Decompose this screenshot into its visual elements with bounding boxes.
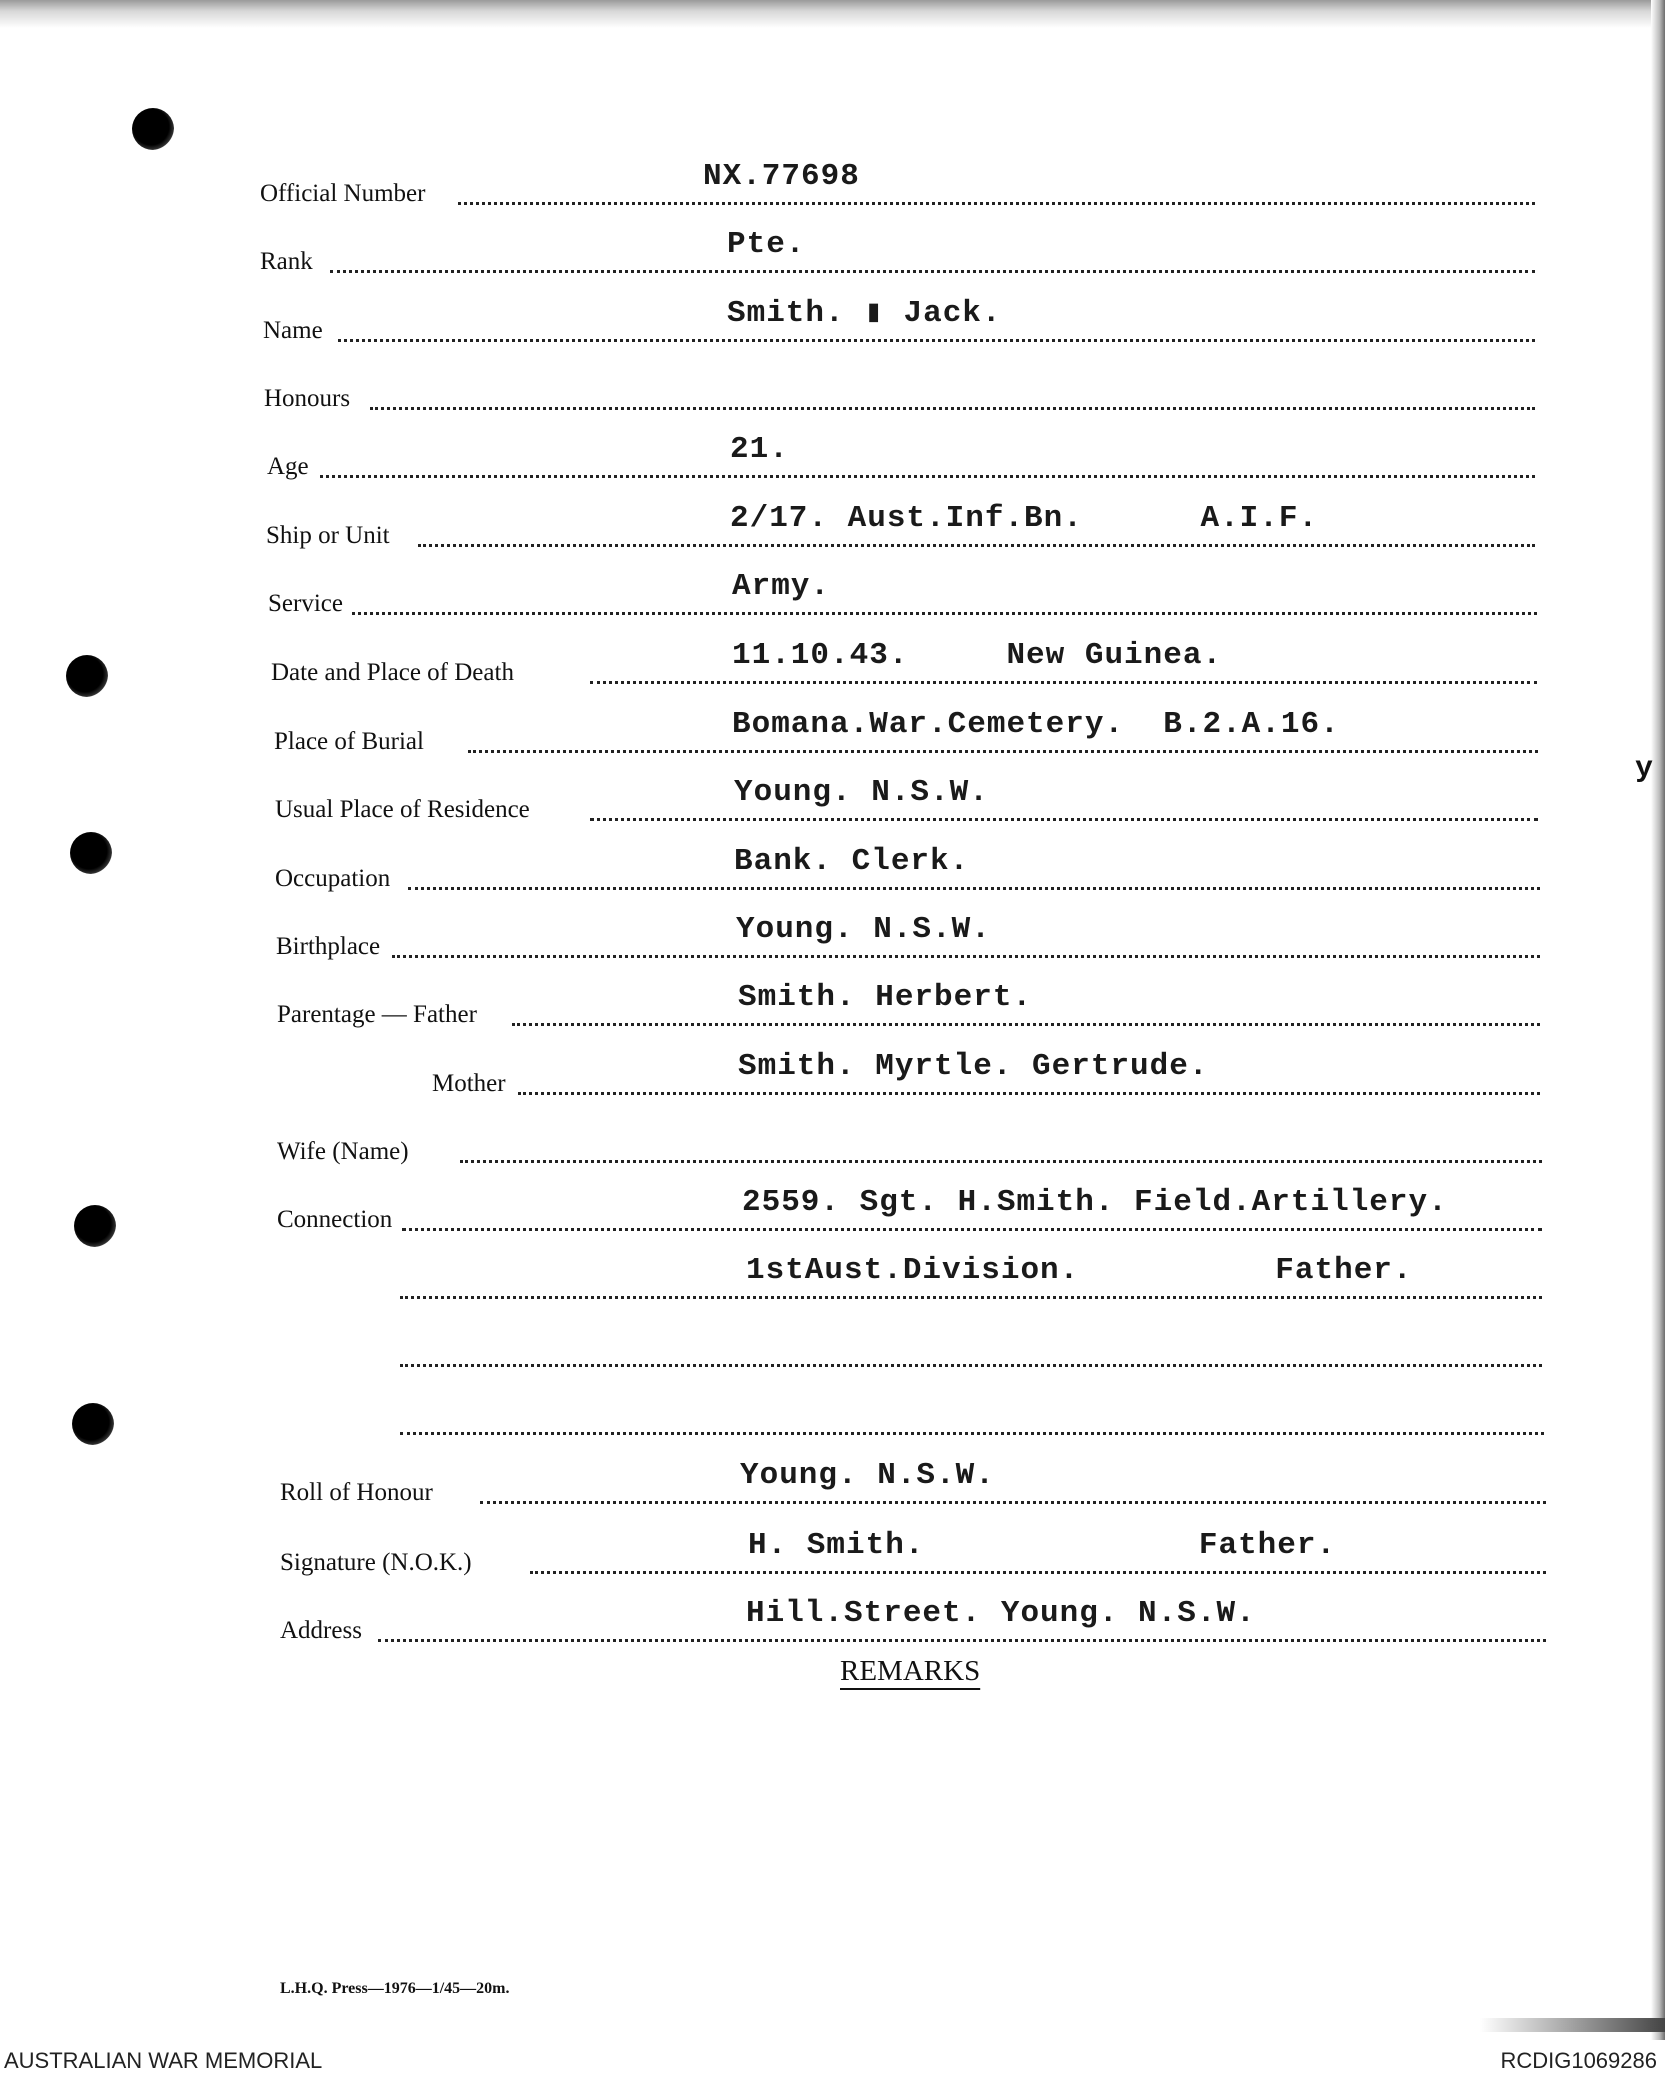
field-dotted-line xyxy=(480,1501,1546,1504)
form-row xyxy=(0,707,1665,756)
scan-edge-bottom xyxy=(1480,2018,1665,2032)
field-dotted-line xyxy=(518,1092,1540,1095)
field-value: Young. N.S.W. xyxy=(734,775,989,810)
form-row xyxy=(0,159,1665,208)
field-dotted-line xyxy=(460,1160,1542,1163)
field-label: Address xyxy=(280,1617,362,1644)
press-note: L.H.Q. Press—1976—1/45—20m. xyxy=(280,1980,510,1997)
form-row xyxy=(0,844,1665,893)
field-value: 11.10.43. New Guinea. xyxy=(732,638,1223,673)
field-value: H. Smith. Father. xyxy=(748,1528,1337,1563)
form-row xyxy=(0,1458,1665,1507)
form-row xyxy=(0,1398,1665,1438)
field-dotted-line xyxy=(468,750,1538,753)
field-dotted-line xyxy=(320,475,1535,478)
stray-mark: y xyxy=(1635,752,1654,786)
form-row xyxy=(0,373,1665,413)
field-value: 1stAust.Division. Father. xyxy=(746,1253,1413,1288)
form-row xyxy=(0,912,1665,961)
field-label: Place of Burial xyxy=(274,728,424,755)
field-label: Official Number xyxy=(260,180,426,207)
field-value: Hill.Street. Young. N.S.W. xyxy=(746,1596,1256,1631)
field-label: Ship or Unit xyxy=(266,522,390,549)
field-label: Rank xyxy=(260,248,313,275)
form-row xyxy=(0,227,1665,276)
field-label: Birthplace xyxy=(276,933,381,960)
field-label: Occupation xyxy=(275,865,391,892)
field-value: 2/17. Aust.Inf.Bn. A.I.F. xyxy=(730,501,1319,536)
form-row xyxy=(0,1253,1665,1302)
field-label: Usual Place of Residence xyxy=(275,796,530,823)
field-dotted-line xyxy=(400,1432,1544,1435)
footer-archive-name: AUSTRALIAN WAR MEMORIAL xyxy=(4,2048,323,2073)
field-dotted-line xyxy=(352,612,1537,615)
form-row xyxy=(0,1596,1665,1645)
scan-edge-top xyxy=(0,0,1665,28)
field-label: Honours xyxy=(264,385,351,412)
form-row xyxy=(0,1330,1665,1370)
form-row xyxy=(0,1185,1665,1234)
field-label: Wife (Name) xyxy=(277,1138,409,1165)
form-row xyxy=(0,501,1665,550)
field-dotted-line xyxy=(590,818,1538,821)
field-value: Smith. Herbert. xyxy=(738,980,1033,1015)
field-dotted-line xyxy=(400,1296,1542,1299)
form-row xyxy=(0,296,1665,345)
field-label: Signature (N.O.K.) xyxy=(280,1549,472,1576)
field-dotted-line xyxy=(418,544,1535,547)
field-value: Young. N.S.W. xyxy=(736,912,991,947)
field-dotted-line xyxy=(402,1228,1542,1231)
field-dotted-line xyxy=(530,1571,1546,1574)
field-label: Parentage — Father xyxy=(277,1001,477,1028)
field-value: Smith. ▮ Jack. xyxy=(727,296,1002,331)
field-label: Roll of Honour xyxy=(280,1479,433,1506)
form-row xyxy=(0,432,1665,481)
field-dotted-line xyxy=(512,1023,1540,1026)
field-value: Smith. Myrtle. Gertrude. xyxy=(738,1049,1209,1084)
field-label: Date and Place of Death xyxy=(271,659,514,686)
field-dotted-line xyxy=(330,270,1535,273)
field-dotted-line xyxy=(338,339,1535,342)
field-value: Bomana.War.Cemetery. B.2.A.16. xyxy=(732,707,1340,742)
form-row xyxy=(0,1528,1665,1577)
field-label: Connection xyxy=(277,1206,393,1233)
field-dotted-line xyxy=(408,887,1540,890)
field-dotted-line xyxy=(392,955,1540,958)
footer-record-id: RCDIG1069286 xyxy=(1500,2048,1657,2073)
remarks-heading: REMARKS xyxy=(840,1655,981,1687)
form-row xyxy=(0,638,1665,687)
field-value: Bank. Clerk. xyxy=(734,844,970,879)
field-dotted-line xyxy=(370,407,1535,410)
form-row xyxy=(0,569,1665,618)
form-row xyxy=(0,1049,1665,1098)
field-dotted-line xyxy=(378,1639,1546,1642)
field-value: Army. xyxy=(732,569,831,604)
field-value: NX.77698 xyxy=(703,159,860,194)
field-value: 2559. Sgt. H.Smith. Field.Artillery. xyxy=(742,1185,1448,1220)
form-row xyxy=(0,980,1665,1029)
form-row xyxy=(0,1126,1665,1166)
punch-hole-icon xyxy=(132,108,174,150)
field-dotted-line xyxy=(590,681,1537,684)
field-label: Service xyxy=(268,590,343,617)
field-label: Mother xyxy=(432,1070,506,1097)
form-row xyxy=(0,775,1665,824)
field-dotted-line xyxy=(458,202,1535,205)
field-value: Pte. xyxy=(727,227,806,262)
field-dotted-line xyxy=(400,1364,1542,1367)
field-label: Name xyxy=(263,317,323,344)
field-value: 21. xyxy=(730,432,789,467)
field-label: Age xyxy=(267,453,309,480)
field-value: Young. N.S.W. xyxy=(740,1458,995,1493)
